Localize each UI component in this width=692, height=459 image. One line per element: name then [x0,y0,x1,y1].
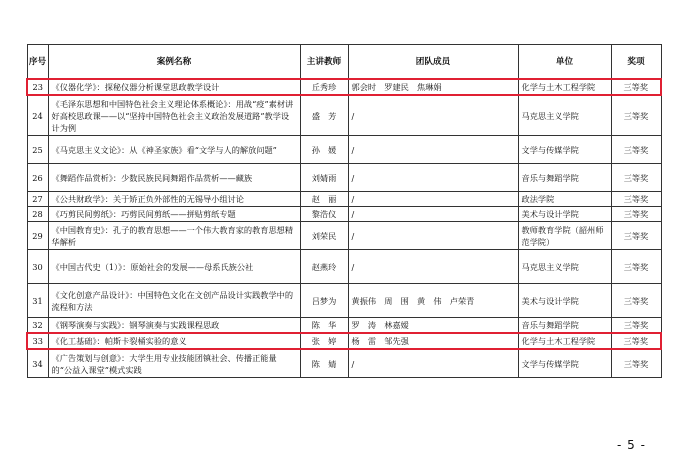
table-row-highlighted [27,79,661,95]
cell-teacher: 黎浩仪 [300,207,348,222]
cell-unit: 政法学院 [518,192,611,207]
cell-teacher: 刘荣民 [300,222,348,250]
header-award: 奖项 [611,45,661,80]
table-row [27,349,661,378]
cell-award: 三等奖 [611,192,661,207]
cell-unit: 美术与设计学院 [518,284,611,318]
cell-case: 《舞蹈作品赏析》：少数民族民间舞蹈作品赏析——藏族 [48,164,300,192]
cell-unit: 文学与传媒学院 [518,136,611,164]
cell-unit: 音乐与舞蹈学院 [518,164,611,192]
cell-num: 32 [27,318,48,334]
cell-team: 罗 涛 林嘉嫒 [348,318,518,334]
table-row [27,136,661,164]
table-row [27,250,661,284]
cell-unit: 教师教育学院（韶州师范学院） [518,222,611,250]
cell-award: 三等奖 [611,349,661,378]
page-number: - 5 - [617,438,646,452]
cell-num: 33 [27,333,48,349]
cell-num: 24 [27,95,48,136]
cell-num: 28 [27,207,48,222]
cell-unit: 美术与设计学院 [518,207,611,222]
table-row [27,318,661,334]
table-row [27,95,661,136]
cell-team: / [348,164,518,192]
cell-case: 《化工基础》：帕斯卡裂桶实验的意义 [48,333,300,349]
cell-teacher: 陈 华 [300,318,348,334]
award-table [26,44,662,378]
header-team: 团队成员 [348,45,518,80]
cell-teacher: 刘婧雨 [300,164,348,192]
table-row [27,207,661,222]
table-header-row [27,45,661,80]
cell-case: 《毛泽东思想和中国特色社会主义理论体系概论》：用战“疫”素材讲好高校思政课——以“坚持中国特色社会主义政治发展道路”教学设计为例 [48,95,300,136]
cell-case: 《仪器化学》：探秘仪器分析课堂思政教学设计 [48,79,300,95]
cell-case: 《马克思主义文论》：从《神圣家族》看“文学与人的解放问题” [48,136,300,164]
cell-num: 29 [27,222,48,250]
table-row-highlighted [27,333,661,349]
cell-team: / [348,250,518,284]
cell-team: / [348,207,518,222]
cell-num: 27 [27,192,48,207]
cell-num: 25 [27,136,48,164]
cell-unit: 化学与土木工程学院 [518,333,611,349]
cell-case: 《钢琴演奏与实践》：钢琴演奏与实践课程思政 [48,318,300,334]
cell-teacher: 赵 丽 [300,192,348,207]
cell-unit: 马克思主义学院 [518,250,611,284]
cell-teacher: 陈 婧 [300,349,348,378]
cell-teacher: 孙 媛 [300,136,348,164]
table-row [27,284,661,318]
table-row [27,192,661,207]
cell-team: 郭会时 罗建民 焦琳娟 [348,79,518,95]
cell-award: 三等奖 [611,79,661,95]
cell-unit: 马克思主义学院 [518,95,611,136]
cell-award: 三等奖 [611,222,661,250]
cell-case: 《中国古代史（1）》：原始社会的发展——母系氏族公社 [48,250,300,284]
cell-team: 黄振伟 周 围 黄 伟 卢荣青 [348,284,518,318]
cell-award: 三等奖 [611,164,661,192]
cell-award: 三等奖 [611,136,661,164]
cell-award: 三等奖 [611,95,661,136]
cell-team: 杨 雷 邹先强 [348,333,518,349]
cell-teacher: 吕梦为 [300,284,348,318]
header-unit: 单位 [518,45,611,80]
cell-case: 《巧剪民间剪纸》：巧剪民间剪纸——拼贴剪纸专题 [48,207,300,222]
table-row [27,164,661,192]
cell-team: / [348,192,518,207]
header-case: 案例名称 [48,45,300,80]
header-num: 序号 [27,45,48,80]
cell-team: / [348,136,518,164]
cell-team: / [348,349,518,378]
cell-unit: 文学与传媒学院 [518,349,611,378]
cell-num: 31 [27,284,48,318]
cell-team: / [348,95,518,136]
cell-award: 三等奖 [611,250,661,284]
cell-case: 《中国教育史》：孔子的教育思想——一个伟大教育家的教育思想精华解析 [48,222,300,250]
cell-award: 三等奖 [611,333,661,349]
cell-num: 23 [27,79,48,95]
cell-case: 《广告策划与创意》：大学生用专业技能团镇社会、传播正能量的“公益入课堂”模式实践 [48,349,300,378]
cell-case: 《文化创意产品设计》：中国特色文化在文创产品设计实践教学中的流程和方法 [48,284,300,318]
table-row [27,222,661,250]
cell-team: / [348,222,518,250]
cell-teacher: 盛 芳 [300,95,348,136]
cell-teacher: 张 婷 [300,333,348,349]
cell-award: 三等奖 [611,207,661,222]
cell-teacher: 赵燕玲 [300,250,348,284]
header-teacher: 主讲教师 [300,45,348,80]
cell-teacher: 丘秀珍 [300,79,348,95]
cell-unit: 音乐与舞蹈学院 [518,318,611,334]
cell-num: 26 [27,164,48,192]
cell-num: 34 [27,349,48,378]
cell-unit: 化学与土木工程学院 [518,79,611,95]
cell-award: 三等奖 [611,318,661,334]
cell-num: 30 [27,250,48,284]
cell-case: 《公共财政学》：关于矫正负外部性的无锡导小组讨论 [48,192,300,207]
cell-award: 三等奖 [611,284,661,318]
